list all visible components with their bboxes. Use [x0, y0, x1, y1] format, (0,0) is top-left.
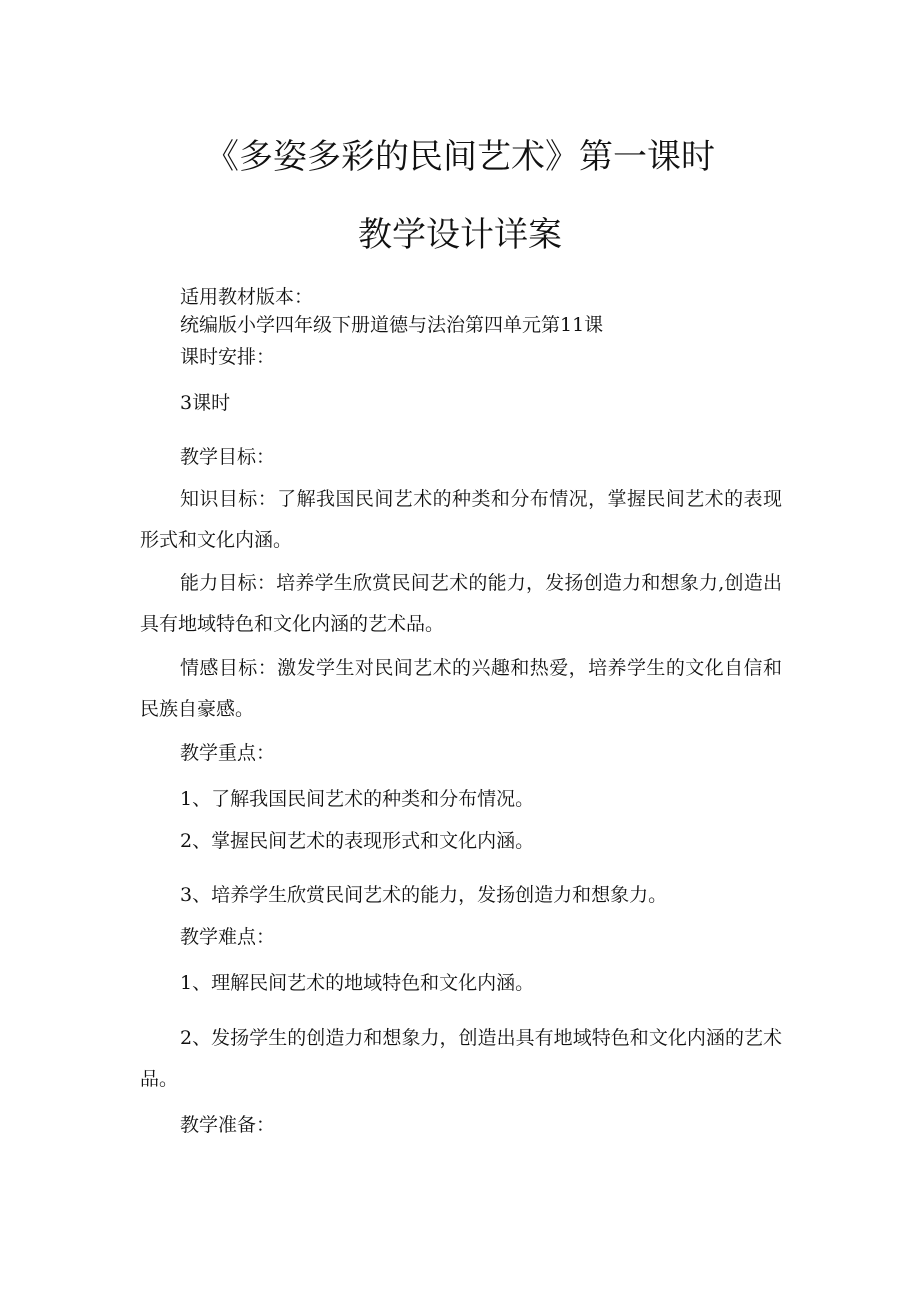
- emotion-objective: 情感目标：激发学生对民间艺术的兴趣和热爱，培养学生的文化自信和民族自豪感。: [140, 657, 782, 720]
- schedule-label: 课时安排：: [180, 346, 276, 368]
- textbook-label: 适用教材版本：: [180, 286, 314, 308]
- difficulty-item-2: 2、发扬学生的创造力和想象力，创造出具有地域特色和文化内涵的艺术品。: [140, 1027, 782, 1090]
- ability-objective: 能力目标：培养学生欣赏民间艺术的能力，发扬创造力和想象力,创造出具有地域特色和文化内涵的艺术品。: [140, 572, 782, 635]
- document-title-line-2: 教学设计详案: [358, 215, 562, 255]
- difficulty-item-1: 1、理解民间艺术的地域特色和文化内涵。: [180, 972, 535, 994]
- key-point-item-3: 3、培养学生欣赏民间艺术的能力，发扬创造力和想象力。: [180, 884, 668, 906]
- key-points-heading: 教学重点：: [180, 742, 276, 764]
- key-point-item-2: 2、掌握民间艺术的表现形式和文化内涵。: [180, 830, 535, 852]
- objectives-heading: 教学目标：: [180, 446, 276, 468]
- textbook-value: 统编版小学四年级下册道德与法治第四单元第11课: [180, 314, 604, 336]
- knowledge-objective: 知识目标：了解我国民间艺术的种类和分布情况，掌握民间艺术的表现形式和文化内涵。: [140, 488, 782, 551]
- schedule-value: 3课时: [180, 392, 231, 414]
- difficulties-heading: 教学难点：: [180, 926, 276, 948]
- document-title-line-1: 《多姿多彩的民间艺术》第一课时: [205, 137, 715, 177]
- key-point-item-1: 1、了解我国民间艺术的种类和分布情况。: [180, 788, 535, 810]
- preparation-heading: 教学准备：: [180, 1114, 276, 1136]
